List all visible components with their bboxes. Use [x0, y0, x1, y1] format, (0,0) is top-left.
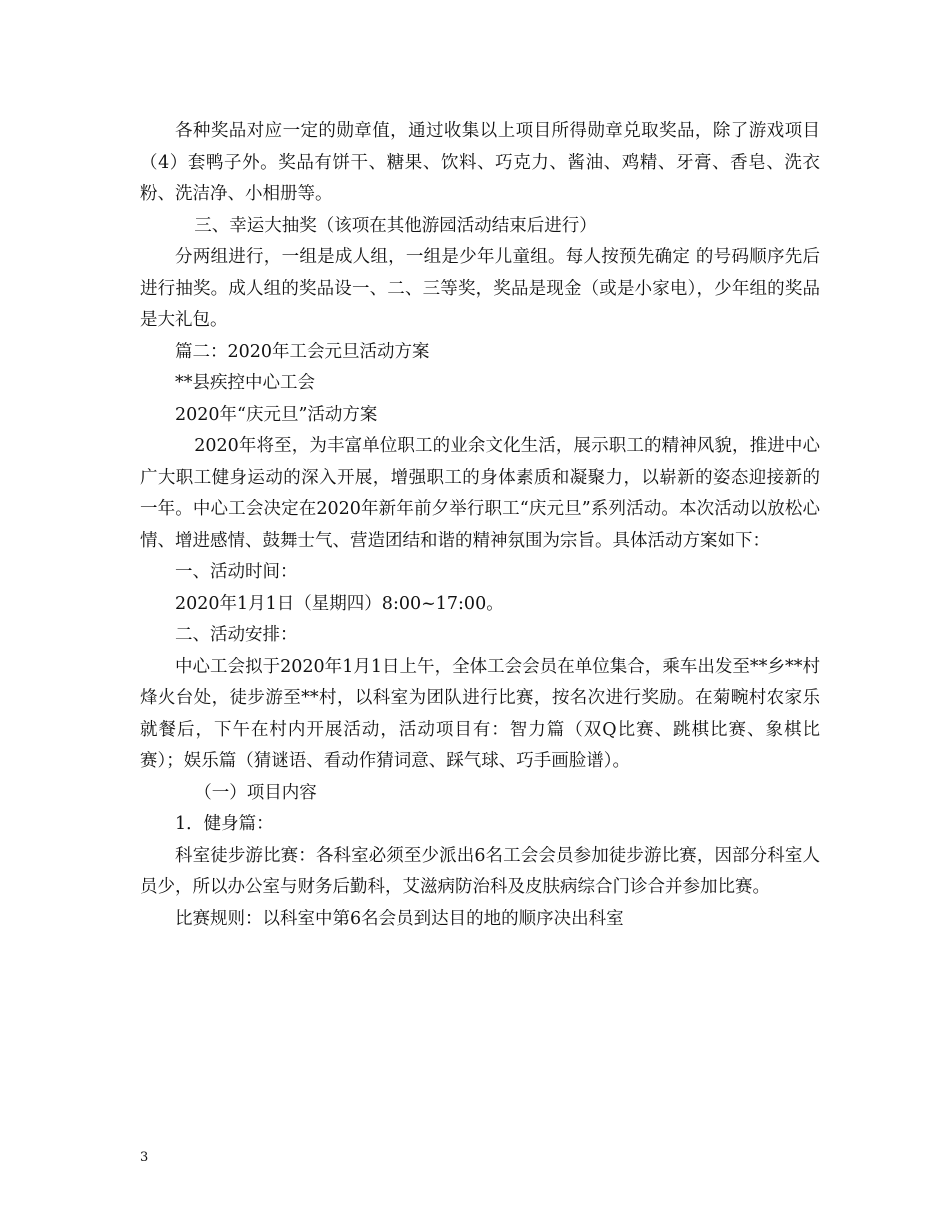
section-heading: 二、活动安排： [175, 625, 298, 645]
paragraph: 中心工会拟于2020年1月1日上午，全体工会会员在单位集合，乘车出发至**乡**村烽火台处，徒步游至**村，以科室为团队进行比赛，按名次进行奖励。在菊畹村农家乐就餐后，下午在村内开展活动，活动项目有：智力篇（双Q比赛、跳棋比赛、象棋比赛）；娱乐篇（猜谜语、看动作猜词意、踩气球、巧手画脸谱）。 [140, 656, 820, 771]
organization-name: **县疾控中心工会 [175, 373, 315, 393]
paragraph: 科室徒步游比赛：各科室必须至少派出6名工会会员参加徒步游比赛，因部分科室人员少，所以办公室与财务后勤科，艾滋病防治科及皮肤病综合门诊合并参加比赛。 [140, 845, 820, 897]
page-number: 3 [140, 1150, 149, 1165]
plan-title: 2020年“庆元旦”活动方案 [175, 404, 378, 425]
document-body [140, 116, 820, 935]
paragraph: 分两组进行，一组是成人组，一组是少年儿童组。每人按预先确定 的号码顺序先后进行抽奖。成人组的奖品设一、二、三等奖，奖品是现金（或是小家电），少年组的奖品是大礼包。 [140, 247, 820, 330]
chapter-title: 篇二：2020年工会元旦活动方案 [175, 341, 430, 362]
section-heading: 三、幸运大抽奖（该项在其他游园活动结束后进行） [194, 215, 597, 236]
paragraph: 比赛规则：以科室中第6名会员到达目的地的顺序决出科室 [175, 908, 624, 929]
list-item-heading: 1．健身篇： [175, 814, 274, 834]
subsection-heading: （一）项目内容 [194, 782, 317, 803]
paragraph: 2020年将至，为丰富单位职工的业余文化生活，展示职工的精神风貌，推进中心广大职工健身运动的深入开展，增强职工的身体素质和凝聚力，以崭新的姿态迎接新的一年。中心工会决定在2020年新年前夕举行职工“庆元旦”系列活动。本次活动以放松心情、增进感情、鼓舞士气、营造团结和谐的精神氛围为宗旨。具体活动方案如下： [140, 436, 820, 551]
paragraph: 2020年1月1日（星期四）8:00~17:00。 [175, 593, 504, 614]
paragraph: 各种奖品对应一定的勋章值，通过收集以上项目所得勋章兑取奖品，除了游戏项目（4）套鸭子外。奖品有饼干、糖果、饮料、巧克力、酱油、鸡精、牙膏、香皂、洗衣粉、洗洁净、小相册等。 [140, 121, 820, 204]
section-heading: 一、活动时间： [175, 562, 298, 582]
